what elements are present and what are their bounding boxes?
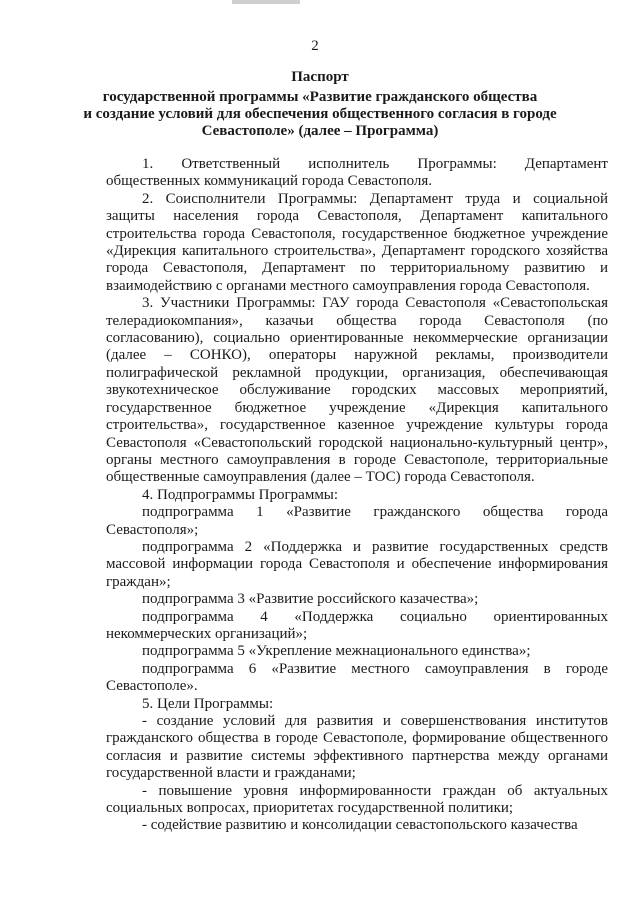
document-title: Паспорт xyxy=(291,69,349,85)
subprogram-5: подпрограмма 5 «Укрепление межнационального единства»; xyxy=(142,643,531,660)
document-subtitle-line-1: государственной программы «Развитие гражданского общества xyxy=(102,89,538,105)
goal-item: - повышение уровня информированности граждан об актуальных социальных вопросах, приоритетах государственной политики; xyxy=(106,782,608,817)
document-body xyxy=(106,156,608,835)
paragraph-subprograms-heading: 4. Подпрограммы Программы: xyxy=(142,486,339,503)
paragraph-participants: 3. Участники Программы: ГАУ города Севастополя «Севастопольская телерадиокомпания», казачьи общества города Севастополя (по согласованию), социально ориентированные некоммерческие организации (далее – СОНКО), операторы наружной рекламы, производители полиграфической рекламной продукции, организация, обеспечивающая звукотехническое обслуживание городских массовых мероприятий, государственное бюджетное учреждение «Дирекция капитального строительства», государственное казенное учреждение культуры города Севастополя «Севастопольский городской национально-культурный центр», органы местного самоуправления в городе Севастополе, территориальные общественные самоуправления (далее – ТОС) города Севастополя. xyxy=(106,295,608,486)
document-subtitle-line-3: Севастополе» (далее – Программа) xyxy=(201,123,439,139)
paragraph-co-executors: 2. Соисполнители Программы: Департамент труда и социальной защиты населения города Севастополя, Департамент капитального строительства города Севастополя, государственное бюджетное учреждение «Дирекция капитального строительства», Департамент городского хозяйства города Севастополя, Департамент по территориальному развитию и взаимодействию с органами местного самоуправления города Севастополя. xyxy=(106,190,608,294)
paragraph-goals-heading: 5. Цели Программы: xyxy=(142,695,274,712)
paragraph-responsible-executor: 1. Ответственный исполнитель Программы: Департамент общественных коммуникаций города Севастополя. xyxy=(106,156,608,190)
subprogram-3: подпрограмма 3 «Развитие российского казачества»; xyxy=(142,591,479,608)
document-subtitle-line-2: и создание условий для обеспечения общественного согласия в городе xyxy=(83,106,557,122)
subprogram-1: подпрограмма 1 «Развитие гражданского общества города Севастополя»; xyxy=(106,504,608,538)
page-number: 2 xyxy=(311,38,319,54)
subprogram-6: подпрограмма 6 «Развитие местного самоуправления в городе Севастополе». xyxy=(106,660,608,695)
goal-item: - создание условий для развития и совершенствования институтов гражданского общества в городе Севастополе, формирование общественного согласия и развитие системы эффективного партнерства между органами государственной власти и гражданами; xyxy=(106,713,608,782)
goal-item: - содействие развитию и консолидации севастопольского казачества xyxy=(142,817,578,834)
subprogram-4: подпрограмма 4 «Поддержка социально ориентированных некоммерческих организаций»; xyxy=(106,608,608,642)
subprogram-2: подпрограмма 2 «Поддержка и развитие государственных средств массовой информации города Севастополя и обеспечение информирования граждан»; xyxy=(106,538,608,590)
scan-artifact xyxy=(232,0,300,4)
